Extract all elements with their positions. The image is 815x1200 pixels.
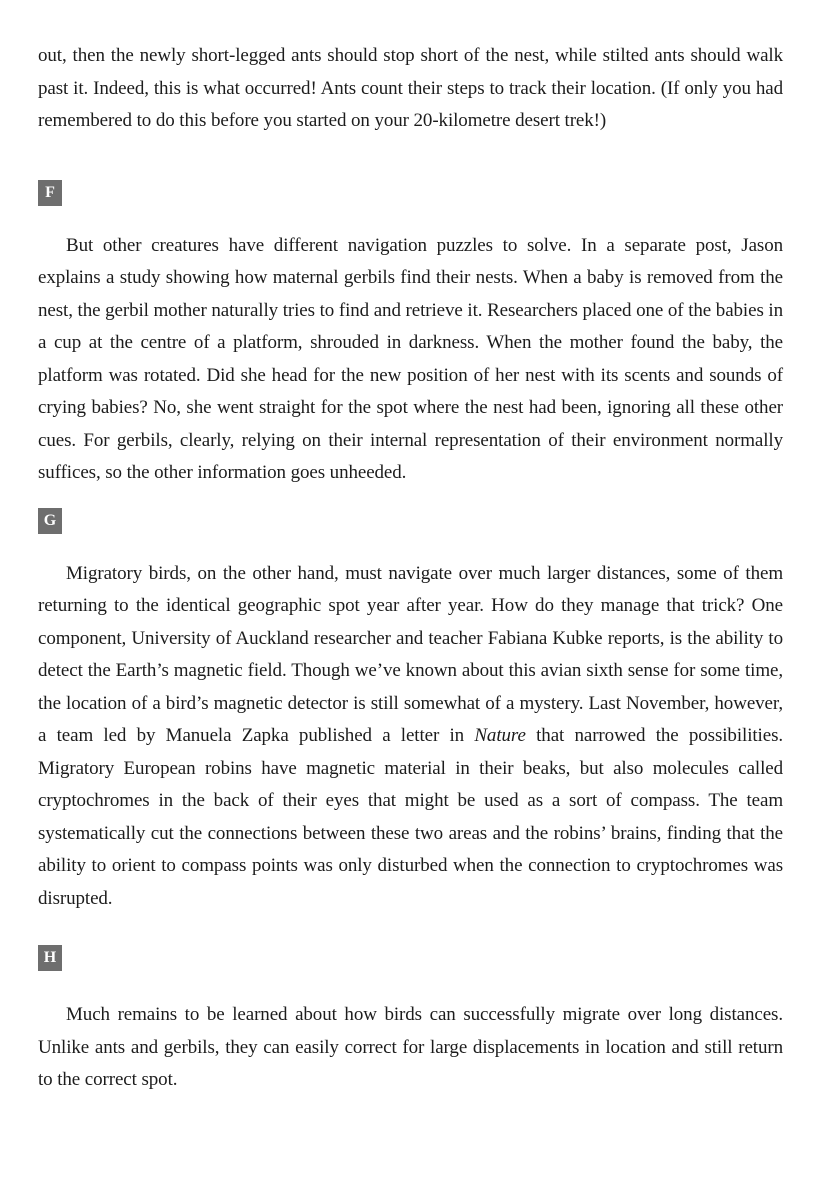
journal-title-nature: Nature [474, 725, 526, 746]
section-marker-h: H [38, 945, 62, 971]
section-f-marker-row [38, 180, 783, 206]
section-g-marker-row [38, 508, 783, 534]
paragraph-section-g-text-before: Migratory birds, on the other hand, must navigate over much larger distances, some of them returning to the identical geographic spot year after year. How do they manage that trick? One component, University of Auckland researcher and teacher Fabiana Kubke reports, is the ability to detect the Earth’s magnetic field. Though we’ve known about this avian sixth sense for some time, the location of a bird’s magnetic detector is still somewhat of a mystery. Last November, however, a team led by Manuela Zapka published a letter in [38, 562, 783, 746]
paragraph-section-h: Much remains to be learned about how birds can successfully migrate over long distances. Unlike ants and gerbils, they can easily correct for large displacements in location and still return to the correct spot. [38, 1004, 783, 1090]
section-marker-f: F [38, 180, 62, 206]
paragraph-section-f: But other creatures have different navigation puzzles to solve. In a separate post, Jason explains a study showing how maternal gerbils find their nests. When a baby is removed from the nest, the gerbil mother naturally tries to find and retrieve it. Researchers placed one of the babies in a cup at the centre of a platform, shrouded in darkness. When the mother found the baby, the platform was rotated. Did she head for the new position of her nest with its scents and sounds of crying babies? No, she went straight for the spot where the nest had been, ignoring all these other cues. For gerbils, clearly, relying on their internal representation of their environment normally suffices, so the other information goes unheeded. [38, 234, 783, 483]
paragraph-section-g [38, 558, 783, 916]
section-h-marker-row [38, 945, 783, 971]
paragraph-intro: out, then the newly short-legged ants should stop short of the nest, while stilted ants should walk past it. Indeed, this is what occurred! Ants count their steps to track their location. (If only you had remembered to do this before you started on your 20-kilometre desert trek!) [38, 45, 783, 131]
paragraph-section-g-text-after: that narrowed the possibilities. Migratory European robins have magnetic material in their beaks, but also molecules called cryptochromes in the back of their eyes that might be used as a sort of compass. The team systematically cut the connections between these two areas and the robins’ brains, finding that the ability to orient to compass points was only disturbed when the connection to cryptochromes was disrupted. [38, 725, 784, 909]
document-page [38, 40, 783, 1097]
section-marker-g: G [38, 508, 62, 534]
